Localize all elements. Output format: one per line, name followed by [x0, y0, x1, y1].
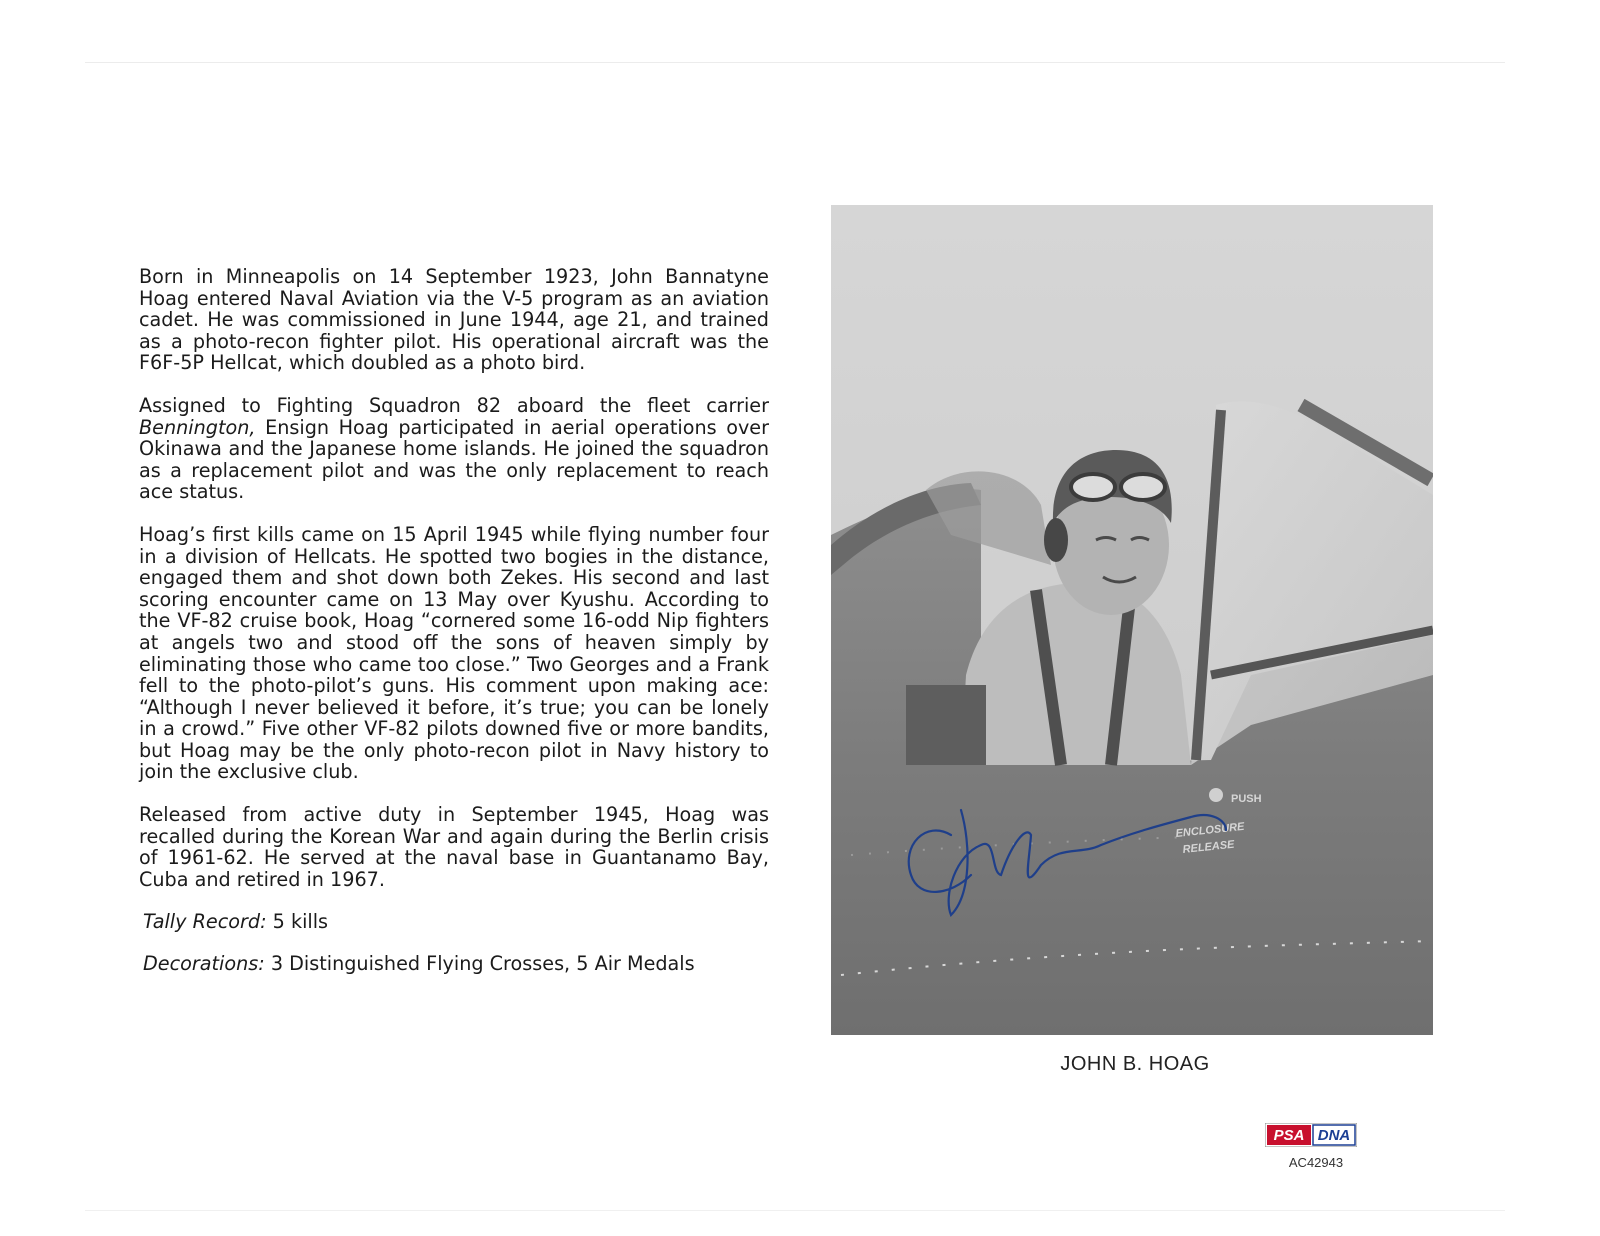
bio-paragraph-2-start: Assigned to Fighting Squadron 82 aboard the fleet carrier: [139, 393, 769, 417]
decorations-label: Decorations:: [143, 952, 265, 976]
photo-caption: JOHN B. HOAG: [1060, 1053, 1210, 1075]
psa-logo-text: PSA: [1273, 1127, 1305, 1144]
tally-record-value: 5 kills: [266, 910, 329, 934]
dna-logo-text: DNA: [1317, 1127, 1351, 1144]
tally-record-label: Tally Record:: [143, 910, 267, 934]
bio-paragraph-4: Released from active duty in September 1945, Hoag was recalled during the Korean War and again during the Berlin crisis of 1961-62. He served at the naval base in Guantanamo Bay, Cuba and retired in 1967.: [139, 803, 769, 891]
enclosure-stencil: ENCLOSURE: [1175, 820, 1245, 840]
bio-paragraph-2: [139, 395, 769, 503]
psa-dna-hologram-sticker: [1265, 1123, 1357, 1147]
biography-text: [139, 266, 769, 995]
pilot-cockpit-photo: [831, 205, 1433, 1035]
canopy-release-knob: [1209, 788, 1223, 802]
headset-earpiece: [1044, 518, 1068, 562]
cockpit-equipment: [906, 685, 986, 765]
bio-paragraph-1: Born in Minneapolis on 14 September 1923, John Bannatyne Hoag entered Naval Aviation via the V-5 program as an aviation cadet. He was commissioned in June 1944, age 21, and trained as a photo-recon fighter pilot. His operational aircraft was the F6F-5P Hellcat, which doubled as a photo bird.: [139, 265, 769, 375]
top-edge-line: [85, 62, 1505, 63]
decorations-value: 3 Distinguished Flying Crosses, 5 Air Medals: [264, 952, 695, 976]
photo-illustration: [831, 205, 1433, 1035]
certificate-number: AC42943: [1288, 1155, 1344, 1170]
goggles-right: [1121, 474, 1165, 500]
bottom-edge-line: [85, 1210, 1505, 1211]
bio-paragraph-2-end: Ensign Hoag participated in aerial operations over Okinawa and the Japanese home islands. He joined the squadron as a replacement pilot and was the only replacement to reach ace status.: [139, 415, 769, 504]
bio-paragraph-3: Hoag’s first kills came on 15 April 1945 while flying number four in a division of Hellcats. He spotted two bogies in the distance, engaged them and shot down both Zekes. His second and last scoring encounter came on 13 May over Kyushu. According to the VF-82 cruise book, Hoag “cornered some 16-odd Nip fighters at angels two and stood off the sons of heaven simply by eliminating those who came too close.” Two Georges and a Frank fell to the photo-pilot’s guns. His comment upon making ace: “Although I never believed it before, it’s true; you can be lonely in a crowd.” Five other VF-82 pilots downed five or more bandits, but Hoag may be the only photo-recon pilot in Navy history to join the exclusive club.: [139, 522, 769, 784]
decorations: [143, 953, 769, 975]
goggles-left: [1071, 474, 1115, 500]
push-stencil: PUSH: [1231, 793, 1262, 805]
release-stencil: RELEASE: [1182, 838, 1235, 856]
tally-record: [143, 911, 769, 933]
ship-name: Bennington,: [139, 415, 256, 439]
